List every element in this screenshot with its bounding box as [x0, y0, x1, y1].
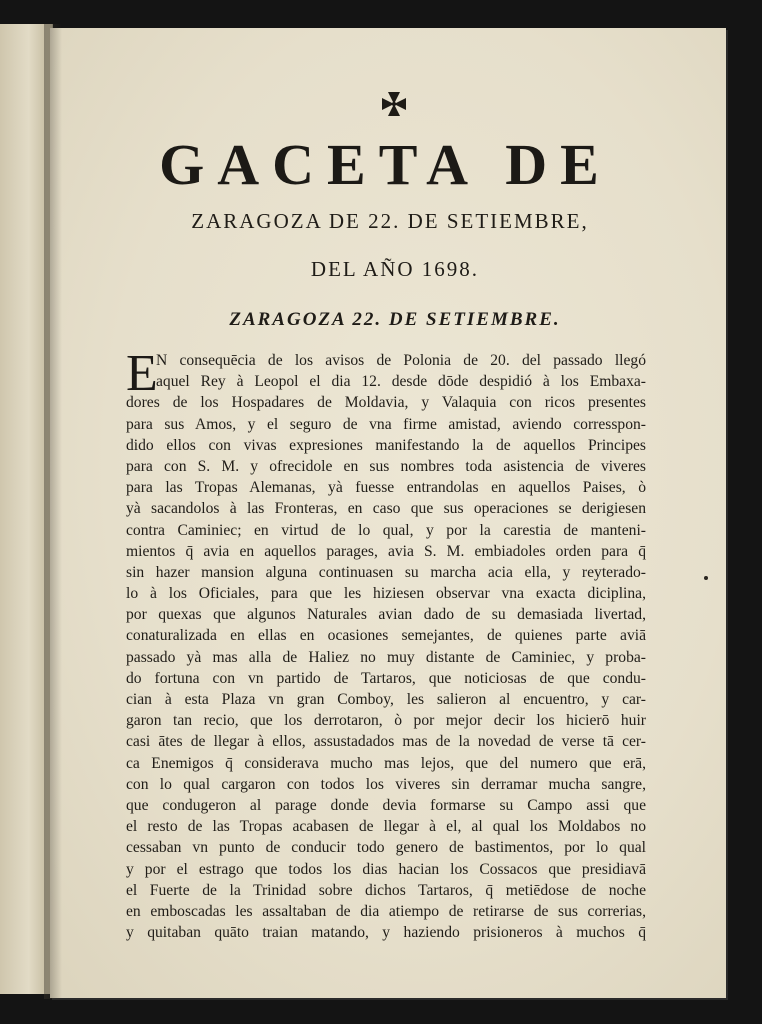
- text-line: N consequēcia de los avisos de Polonia de 20. del passado llegó: [156, 352, 646, 369]
- text-line: aquel Rey à Leopol el dia 12. desde dōde despidió à los Embaxa-: [156, 373, 646, 391]
- text-line: y quitaban quāto traian matando, y haziendo prisioneros à muchos q̄: [126, 924, 646, 942]
- gazette-title: GACETA DE: [159, 132, 612, 197]
- margin-mark: [704, 576, 708, 580]
- text-line: passado yà mas alla de Haliez no muy distante de Caminiec, y proba-: [126, 648, 646, 666]
- text-line: cian à esta Plaza vn gran Comboy, les salieron al encuentro, y car-: [126, 691, 646, 708]
- text-line: yà sacandolos à las Fronteras, en caso que sus operaciones se derigiesen: [126, 500, 646, 518]
- issue-year: DEL AÑO 1698.: [310, 257, 480, 281]
- text-line: garon tan recio, que los derrotaron, ò por mejor decir los hicierō huir: [126, 712, 646, 730]
- text-line: que condugeron al parage donde devia formarse su Campo assi que: [126, 796, 646, 814]
- drop-cap: E: [126, 345, 158, 402]
- text-line: mientos q̄ avia en aquellos parages, avia S. M. embiadoles orden para q̄: [126, 542, 646, 560]
- text-line: sin hazer mansion alguna continuasen su marcha acia ella, y reyterado-: [126, 563, 646, 581]
- text-line: el resto de las Tropas acabasen de llegar à el, al qual los Moldabos no: [126, 818, 646, 836]
- text-line: para sus Amos, y el seguro de vna firme amistad, aviendo corresspon-: [126, 415, 646, 433]
- text-line: lo à los Oficiales, para que les hiziesen observar vna exacta diciplina,: [126, 585, 646, 603]
- issue-place-date: ZARAGOZA DE 22. DE SETIEMBRE,: [191, 209, 589, 233]
- text-line: para con S. M. y ofrecidole en sus nombres toda asistencia de viveres: [126, 457, 646, 475]
- text-line: contra Caminiec; en virtud de lo qual, y por la carestia de manteni-: [126, 521, 646, 539]
- text-line: cessaban vn punto de conducir todo genero de bastimentos, por lo qual: [126, 839, 646, 857]
- news-dateline: ZARAGOZA 22. DE SETIEMBRE.: [229, 309, 561, 330]
- text-line: conaturalizada en ellas en ocasiones semejantes, de quienes parte aviā: [126, 627, 646, 645]
- text-line: en emboscadas les assaltaban de dia atiempo de retirarse de sus correrias,: [126, 902, 646, 920]
- text-line: ca Enemigos q̄ considerava mucho mas lejos, que del numero que erā,: [126, 754, 646, 772]
- binding-shadow: [44, 24, 62, 999]
- cross-pattee-icon: [380, 90, 408, 118]
- text-line: por quexas que algunos Naturales avian dado de su demasiada livertad,: [126, 606, 646, 624]
- text-line: dores de los Hospadares de Moldavia, y Valaquia con ricos presentes: [126, 394, 646, 412]
- text-line: el Fuerte de la Trinidad sobre dichos Tartaros, q̄ metiēdose de noche: [126, 881, 646, 899]
- text-line: dido ellos con vivas expresiones manifestando la de aquellos Principes: [126, 436, 646, 454]
- article-body: [126, 345, 646, 943]
- text-line: para las Tropas Alemanas, yà fuesse entrandolas en aquellos Paises, ò: [126, 479, 646, 497]
- text-line: con lo qual cargaron con todos los viveres sin derramar mucha sangre,: [126, 775, 646, 793]
- text-line: do fortuna con vn partido de Tartaros, que noticiosas de que condu-: [126, 669, 646, 687]
- text-line: casi ātes de llegar à ellos, assustadados mas de la novedad de verse tā cer-: [126, 733, 646, 751]
- text-line: y por el estrago que todos los dias hacian los Cossacos que presidiavā: [126, 860, 646, 878]
